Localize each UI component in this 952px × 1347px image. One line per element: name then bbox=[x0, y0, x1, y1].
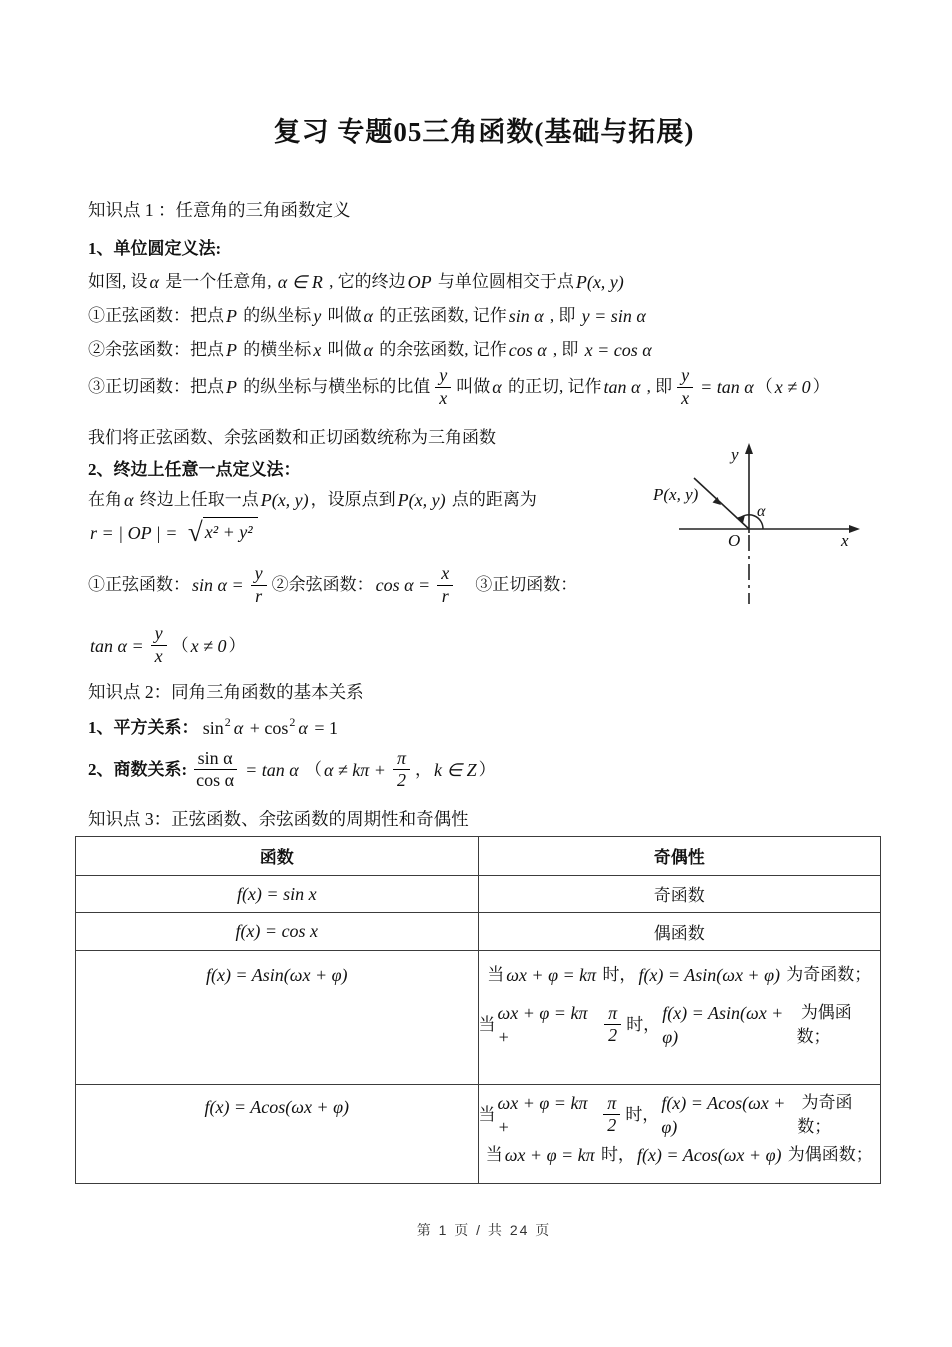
x-axis-label: x bbox=[841, 531, 849, 550]
acos-odd-condition: 当 ωx + φ = kπ + $\frac{\pi}{2}$ 时， f(x) = Acos(ωx + φ) 为奇函数； bbox=[478, 1092, 853, 1137]
table-row bbox=[76, 950, 881, 1084]
square-root: √ x² + y² bbox=[188, 517, 258, 548]
point-label: P(x, y) bbox=[653, 485, 699, 504]
table-header-function: 函数 bbox=[76, 836, 479, 875]
kp1-note-line: 我们将正弦函数、余弦函数和正切函数统称为三角函数 bbox=[88, 428, 496, 448]
table-row bbox=[76, 912, 881, 950]
kp3-heading: 知识点 3：正弦函数、余弦函数的周期性和奇偶性 bbox=[88, 808, 469, 829]
fraction: $\frac{y}{x}$ bbox=[151, 623, 167, 667]
angle-label: α bbox=[757, 503, 766, 520]
kp1-cosine-definition: ②余弦函数：把点 P 的横坐标 x 叫做 α 的余弦函数, 记作 cos α , 即 x = cos α bbox=[88, 340, 652, 360]
kp2-square-relation: 1、平方关系： sin 2 α + cos 2 α = 1 bbox=[88, 714, 338, 738]
page-title: 复习 专题05三角函数(基础与拓展) bbox=[273, 117, 695, 147]
parity-even: 偶函数 bbox=[478, 912, 881, 950]
asin-odd-condition: 当 ωx + φ = kπ 时， f(x) = Asin(ωx + φ) 为奇函数； bbox=[487, 964, 872, 985]
table-row bbox=[76, 1084, 881, 1183]
origin-label: O bbox=[728, 531, 741, 550]
kp1-intro-line: 如图, 设 α 是一个任意角, α ∈ R , 它的终边 OP 与单位圆相交于点 P(x, y) bbox=[88, 272, 624, 292]
fraction: $\frac{y}{x}$ bbox=[677, 365, 693, 409]
parity-odd: 奇函数 bbox=[478, 875, 881, 912]
acos-even-condition: 当 ωx + φ = kπ 时， f(x) = Acos(ωx + φ) 为偶函数； bbox=[485, 1144, 873, 1165]
parity-table bbox=[75, 836, 881, 1184]
table-header-parity: 奇偶性 bbox=[478, 836, 881, 875]
kp1-heading: 知识点 1 ：任意角的三角函数定义 bbox=[88, 200, 351, 220]
fraction: $\frac{y}{x}$ bbox=[435, 365, 451, 409]
func-acos: f(x) = Acos(ωx + φ) bbox=[204, 1096, 350, 1117]
kp1-ratio-definitions: ①正弦函数： sin α = $\frac{y}{r}$ ②余弦函数： cos α = $\frac{x}{r}$ ③正切函数： bbox=[88, 563, 578, 606]
y-axis-arrow-icon bbox=[745, 443, 753, 454]
kp1-sine-definition: ①正弦函数：把点 P 的纵坐标 y 叫做 α 的正弦函数, 记作 sin α , 即 y = sin α bbox=[88, 306, 646, 326]
page-content bbox=[0, 112, 952, 1240]
kp1-sub1-unit-circle: 1、单位圆定义法: bbox=[88, 239, 222, 258]
angle-diagram bbox=[635, 438, 875, 610]
fraction: $\frac{y}{r}$ bbox=[251, 563, 267, 607]
kp1-sub2-any-point: 2、终边上任意一点定义法： bbox=[88, 460, 301, 480]
kp1-tangent-formula: tan α = $\frac{y}{x}$ （ x ≠ 0 ） bbox=[90, 623, 246, 667]
func-sin-x: f(x) = sin x bbox=[236, 883, 317, 904]
fraction: $\frac{x}{r}$ bbox=[437, 563, 453, 607]
x-axis-arrow-icon bbox=[849, 525, 860, 533]
kp2-heading: 知识点 2：同角三角函数的基本关系 bbox=[88, 681, 364, 702]
y-axis-label: y bbox=[731, 445, 739, 464]
fraction: $\frac{\pi}{2}$ bbox=[603, 1093, 620, 1137]
table-header-row bbox=[76, 836, 881, 875]
kp1-any-point-line: 在角 α 终边上任取一点 P(x, y) ，设原点到 P(x, y) 点的距离为 bbox=[88, 490, 537, 511]
func-cos-x: f(x) = cos x bbox=[235, 921, 319, 942]
func-asin: f(x) = Asin(ωx + φ) bbox=[205, 964, 348, 985]
kp1-tangent-definition: ③正切函数：把点 P 的纵坐标与横坐标的比值 $\frac{y}{x}$ 叫做 α 的正切, 记作 tan α , 即 $\frac{y}{x}$ = tan α （ x ≠ 0 ） bbox=[88, 365, 830, 408]
page-number: 第 1 页 / 共 24 页 bbox=[416, 1221, 552, 1238]
table-row bbox=[76, 875, 881, 912]
kp2-quotient-relation: 2、商数关系: $\frac{\text{sin α}}{\text{cos α}}$ = tan α （ α ≠ kπ + $\frac{\pi}{2}$ ， k ∈ Z ） bbox=[88, 747, 496, 791]
fraction: $\frac{\pi}{2}$ bbox=[393, 748, 410, 792]
fraction: $\frac{\text{sin α}}{\text{cos α}}$ bbox=[192, 748, 238, 792]
fraction: $\frac{\pi}{2}$ bbox=[604, 1003, 621, 1047]
kp1-radius-formula: r = | OP | = √ x² + y² bbox=[88, 517, 880, 548]
asin-even-condition: 当 ωx + φ = kπ + $\frac{\pi}{2}$ 时， f(x) = Asin(ωx + φ) 为偶函数； bbox=[478, 1002, 852, 1047]
